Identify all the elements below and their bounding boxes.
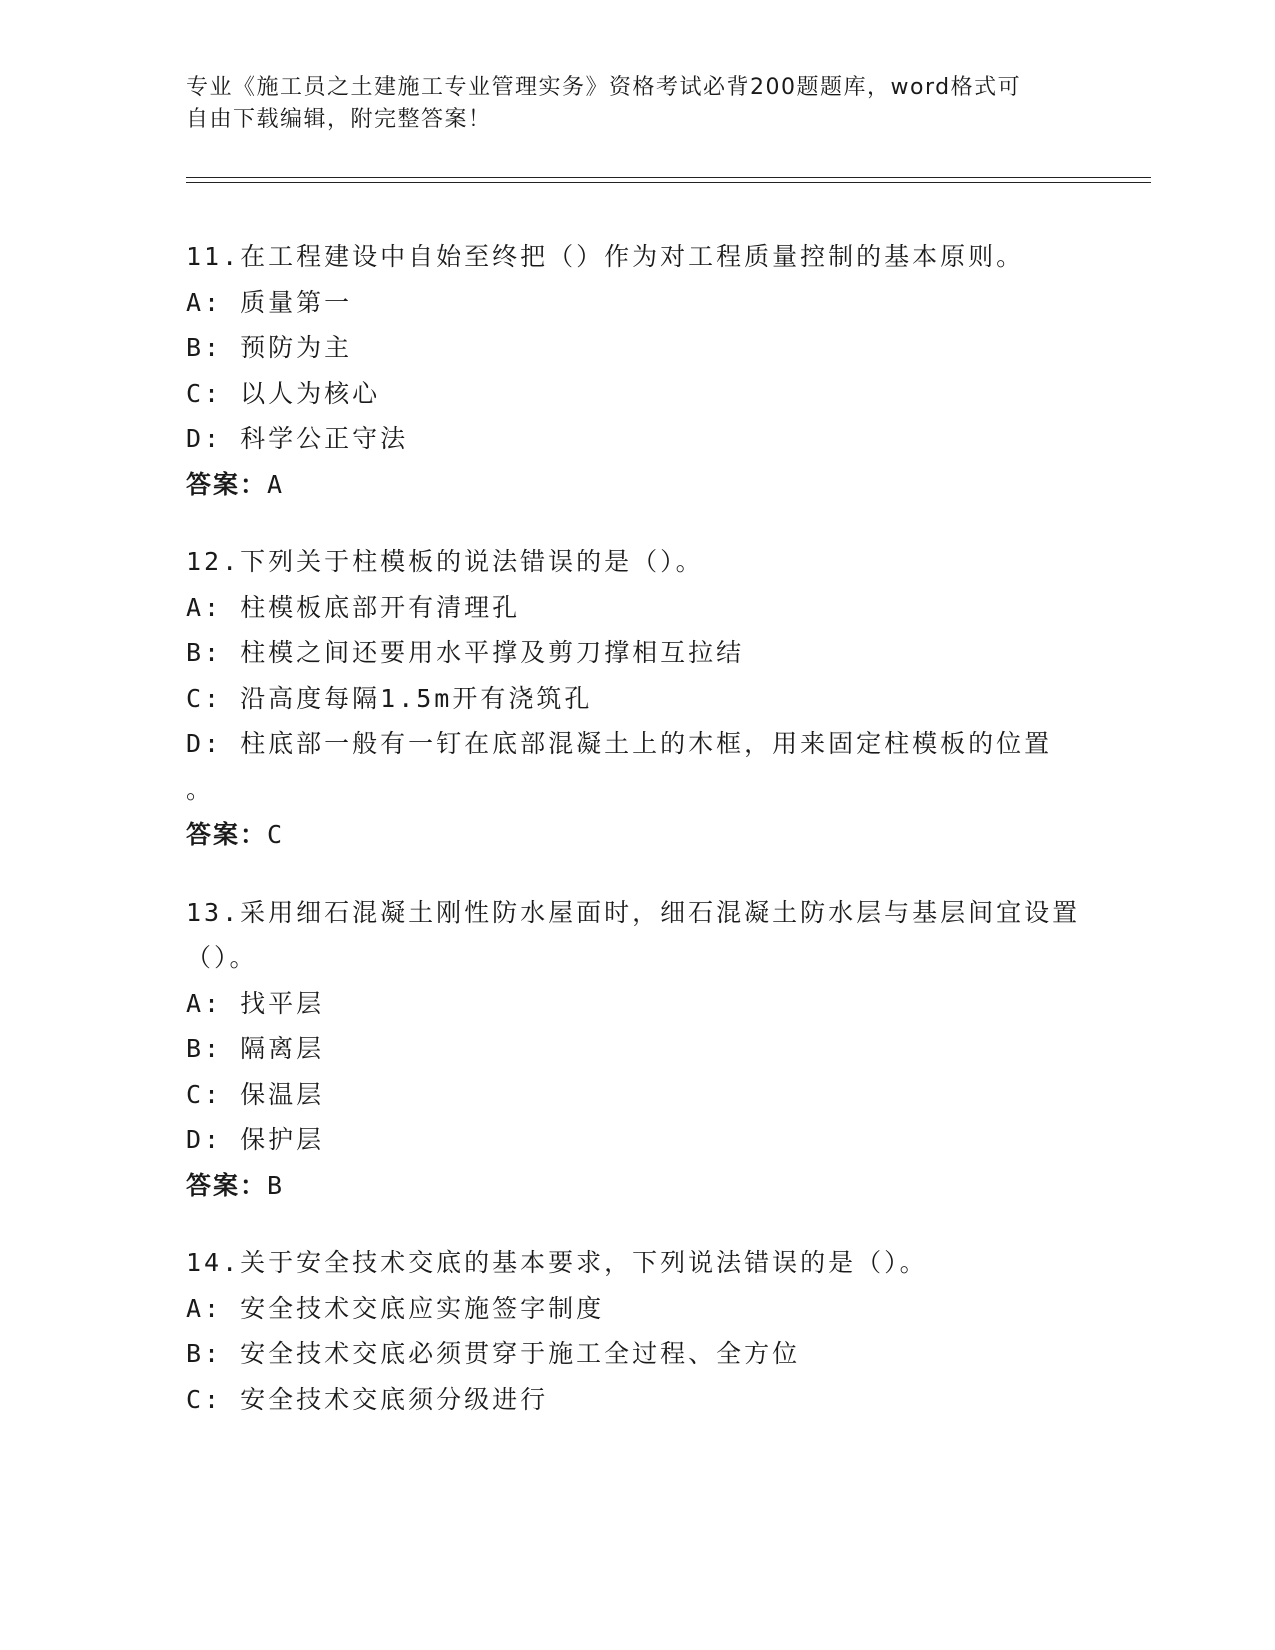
answer-line [186, 812, 1086, 858]
question-11 [186, 234, 1086, 507]
option-d: D: 保护层 [186, 1125, 325, 1154]
document-header [186, 72, 1066, 136]
option-b: B: 预防为主 [186, 333, 353, 362]
option-b: B: 安全技术交底必须贯穿于施工全过程、全方位 [186, 1339, 801, 1368]
answer-line [186, 1163, 1086, 1209]
option-a: A: 柱模板底部开有清理孔 [186, 592, 521, 622]
question-text: 11.在工程建设中自始至终把（）作为对工程质量控制的基本原则。 [186, 242, 1025, 271]
header-divider-bottom [186, 182, 1151, 183]
answer-value: B [267, 1170, 285, 1200]
option-c: C: 保温层 [186, 1079, 325, 1109]
answer-label: 答案： [186, 820, 268, 849]
option-b: B: 柱模之间还要用水平撑及剪刀撑相互拉结 [186, 638, 745, 667]
question-text: 14.关于安全技术交底的基本要求，下列说法错误的是（）。 [186, 1248, 928, 1277]
answer-value: A [267, 469, 285, 499]
question-list [186, 234, 1086, 1454]
option-c: C: 安全技术交底须分级进行 [186, 1384, 549, 1414]
question-14 [186, 1240, 1086, 1422]
header-line-1: 专业《施工员之土建施工专业管理实务》资格考试必背200题题库，word格式可 [186, 75, 1022, 100]
option-d-continuation: 。 [186, 774, 215, 804]
option-b: B: 隔离层 [186, 1034, 325, 1063]
option-c: C: 以人为核心 [186, 378, 381, 408]
header-divider-top [186, 177, 1151, 178]
option-c: C: 沿高度每隔1.5m开有浇筑孔 [186, 683, 593, 713]
option-d: D: 科学公正守法 [186, 424, 409, 453]
option-a: A: 质量第一 [186, 287, 353, 317]
question-12 [186, 539, 1086, 858]
answer-label: 答案： [186, 469, 268, 499]
question-text: 12.下列关于柱模板的说法错误的是（）。 [186, 547, 704, 576]
option-a: A: 找平层 [186, 988, 325, 1018]
answer-line [186, 462, 1086, 508]
option-d: D: 柱底部一般有一钉在底部混凝土上的木框，用来固定柱模板的位置 [186, 729, 1053, 758]
option-a: A: 安全技术交底应实施签字制度 [186, 1293, 605, 1323]
answer-value: C [267, 820, 285, 849]
answer-label: 答案： [186, 1170, 268, 1200]
header-line-2: 自由下载编辑，附完整答案！ [186, 107, 492, 132]
question-text: 13.采用细石混凝土刚性防水屋面时，细石混凝土防水层与基层间宜设置（）。 [186, 897, 1081, 972]
question-13 [186, 890, 1086, 1209]
